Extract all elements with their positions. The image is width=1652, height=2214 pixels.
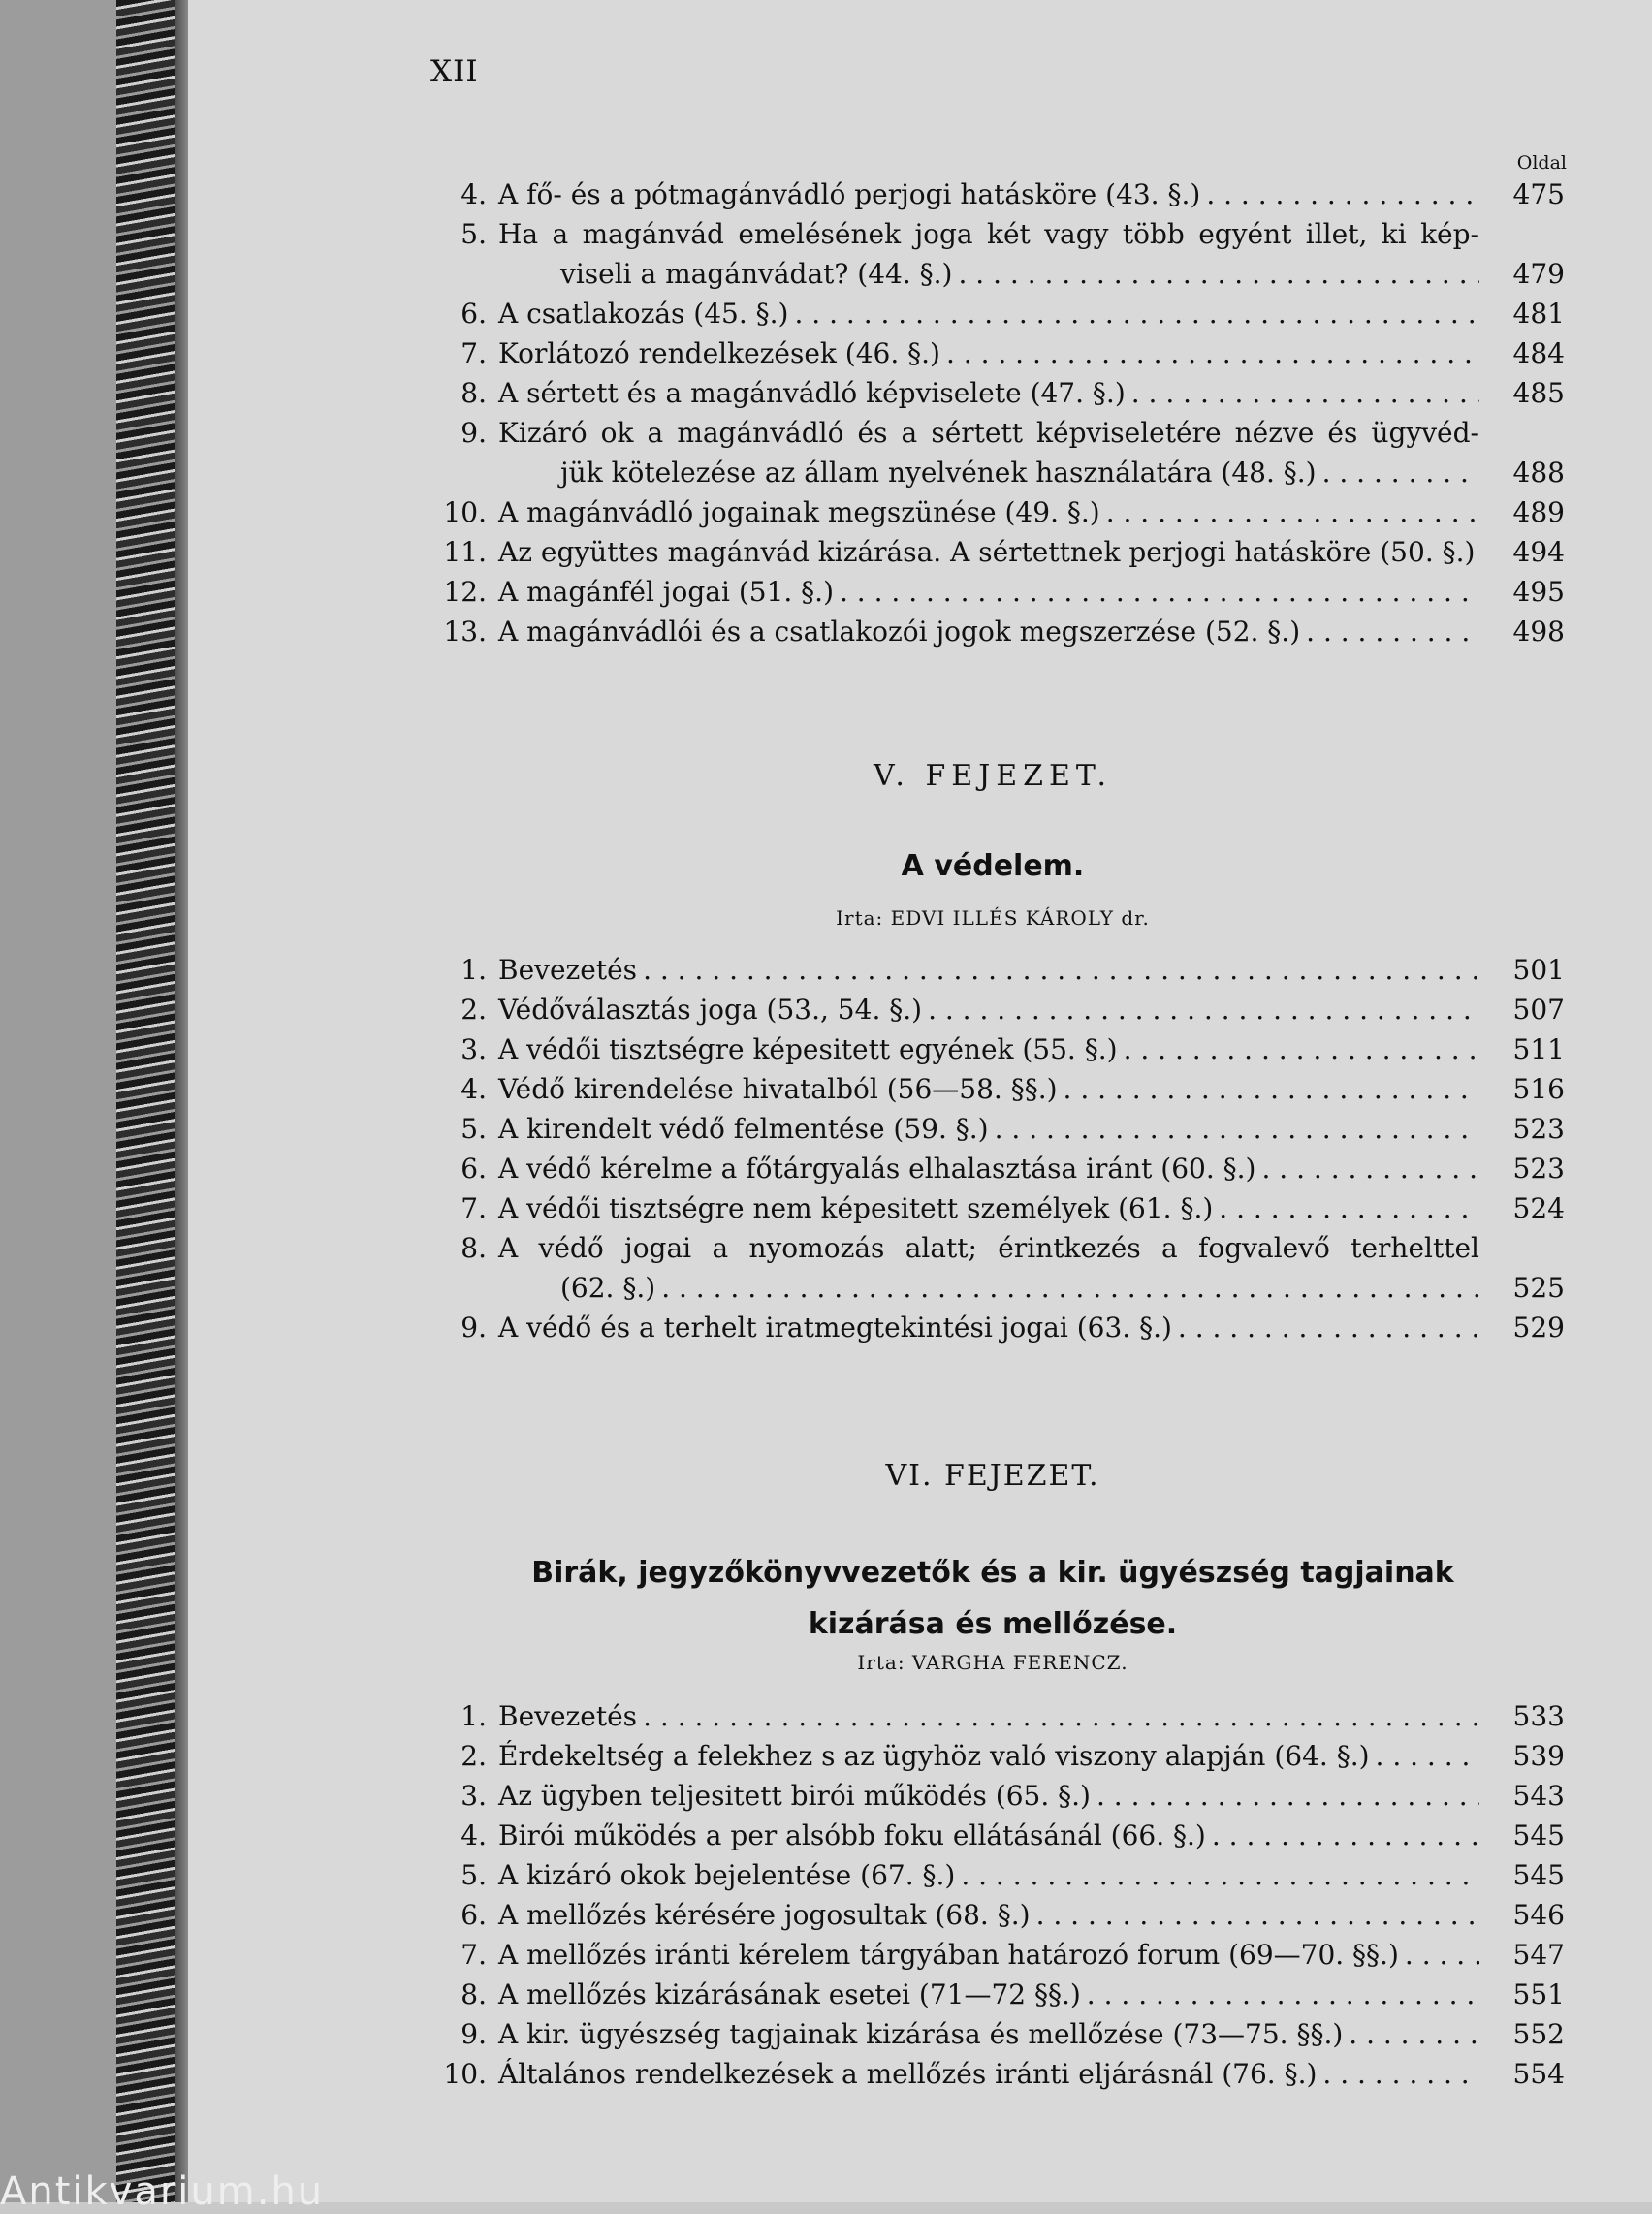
toc-entry-page: 546	[1512, 1899, 1565, 1931]
toc-entry-page: 523	[1512, 1153, 1565, 1185]
toc-entry-title	[498, 1776, 1479, 1816]
toc-entry-page: 551	[1512, 1978, 1565, 2010]
chapter-heading: VI. FEJEZET.	[885, 1459, 1100, 1493]
toc-entry	[421, 1736, 1565, 1776]
dot-leader	[1212, 1816, 1479, 1855]
toc-entry-text: A mellőzés kizárásának esetei (71—72 §§.)	[498, 1978, 1081, 2010]
dot-leader	[1096, 1776, 1479, 1816]
toc-entry-page: 552	[1512, 2018, 1565, 2050]
toc-entry	[421, 1895, 1565, 1935]
dot-leader	[1376, 1736, 1479, 1776]
toc-entry-number: 3.	[461, 1033, 487, 1065]
toc-entry	[421, 532, 1565, 572]
toc-entry-title	[498, 1268, 1479, 1308]
toc-entry	[421, 1975, 1565, 2014]
toc-entry-page: 485	[1512, 377, 1565, 409]
page-column-header: Oldal	[1516, 152, 1567, 174]
toc-entry-page: 524	[1512, 1192, 1565, 1224]
toc-entry-text: Védő kirendelése hivatalból (56—58. §§.)	[498, 1073, 1058, 1105]
toc-entry-number: 5.	[461, 1113, 487, 1145]
chapter-heading: V. FEJEZET.	[873, 759, 1112, 793]
toc-entry	[421, 1696, 1565, 1736]
toc-entry-page: 545	[1512, 1859, 1565, 1891]
chapter-title-line: kizárása és mellőzése.	[808, 1607, 1178, 1641]
toc-entry-title	[498, 612, 1479, 651]
watermark: Antikvarium.hu	[0, 2169, 325, 2214]
toc-entry	[421, 1935, 1565, 1975]
dot-leader	[794, 294, 1479, 333]
toc-entry-title	[498, 2054, 1479, 2094]
chapter-title-line: Birák, jegyzőkönyvvezetők és a kir. ügyészség tagjainak	[531, 1556, 1454, 1590]
toc-entry	[421, 1188, 1565, 1228]
toc-entry-page: 516	[1512, 1073, 1565, 1105]
toc-entry-page: 489	[1512, 496, 1565, 528]
dot-leader	[1405, 1935, 1479, 1975]
toc-entry-text: A kizáró okok bejelentése (67. §.)	[498, 1859, 956, 1891]
toc-entry-number: 1.	[461, 954, 487, 986]
toc-entry-page: 547	[1512, 1939, 1565, 1971]
toc-entry-number: 10.	[443, 496, 487, 528]
toc-entry-number: 8.	[461, 377, 487, 409]
toc-entry-page: 533	[1512, 1700, 1565, 1732]
toc-entry-number: 10.	[443, 2058, 487, 2090]
toc-entry-number: 7.	[461, 1192, 487, 1224]
toc-entry	[421, 1109, 1565, 1149]
toc-entry-page: 475	[1512, 178, 1565, 210]
toc-entry-page: 501	[1512, 954, 1565, 986]
toc-entry-title	[498, 174, 1479, 214]
toc-entry	[421, 2054, 1565, 2094]
toc-entry-number: 9.	[461, 417, 487, 449]
toc-entry-number: 6.	[461, 1153, 487, 1185]
toc-entry-title	[498, 572, 1479, 612]
toc-entry	[421, 1776, 1565, 1816]
toc-entry-title	[498, 1696, 1479, 1736]
chapter-author: Irta: VARGHA FERENCZ.	[857, 1651, 1128, 1674]
dot-leader	[1131, 373, 1479, 413]
toc-entry-number: 8.	[461, 1232, 487, 1264]
toc-entry-page: 539	[1512, 1740, 1565, 1772]
dot-leader	[1178, 1308, 1479, 1347]
dot-leader	[1349, 2014, 1479, 2054]
dot-leader	[1036, 1895, 1479, 1935]
toc-entry-number: 4.	[461, 178, 487, 210]
toc-entry-text: Ha a magánvád emelésének joga két vagy több egyént illet, ki kép-	[498, 218, 1479, 250]
toc-entry	[421, 413, 1565, 492]
dot-leader	[958, 254, 1479, 294]
toc-entry-text: Bevezetés	[498, 954, 638, 986]
toc-list-part1	[421, 174, 1565, 651]
toc-entry	[421, 950, 1565, 990]
toc-entry-number: 4.	[461, 1073, 487, 1105]
toc-entry-text: A csatlakozás (45. §.)	[498, 298, 789, 330]
toc-entry	[421, 1029, 1565, 1069]
toc-entry	[421, 1816, 1565, 1855]
toc-entry-number: 13.	[443, 616, 487, 648]
toc-entry	[421, 2014, 1565, 2054]
toc-entry-text: A védő és a terhelt iratmegtekintési jogai (63. §.)	[498, 1312, 1172, 1344]
dot-leader	[1087, 1975, 1479, 2014]
toc-entry-title	[498, 1188, 1479, 1228]
toc-entry-page: 479	[1512, 258, 1565, 290]
toc-entry-title	[498, 1149, 1479, 1188]
toc-entry-title	[498, 333, 1479, 373]
dot-leader	[1064, 1069, 1479, 1109]
dot-leader	[946, 333, 1479, 373]
toc-entry-page: 545	[1512, 1819, 1565, 1851]
toc-entry-text: Az együttes magánvád kizárása. A sértettnek perjogi hatásköre (50. §.)	[498, 536, 1476, 568]
toc-entry-text: Az ügyben teljesitett birói működés (65. §.)	[498, 1780, 1091, 1812]
toc-entry-page: 488	[1512, 457, 1565, 489]
dot-leader	[1306, 612, 1479, 651]
toc-entry-text: A kir. ügyészség tagjainak kizárása és mellőzése (73—75. §§.)	[498, 2018, 1344, 2050]
dot-leader	[661, 1268, 1479, 1308]
chapter-title	[421, 1547, 1565, 1650]
toc-entry-title	[498, 2014, 1479, 2054]
toc-entry-number: 9.	[461, 2018, 487, 2050]
toc-entry	[421, 214, 1565, 294]
toc-entry-title	[498, 294, 1479, 333]
chapter-title: A védelem.	[901, 849, 1085, 883]
dot-leader	[1219, 1188, 1479, 1228]
dot-leader	[1106, 492, 1479, 532]
toc-entry-number: 6.	[461, 1899, 487, 1931]
toc-entry-text: (62. §.)	[560, 1272, 656, 1304]
toc-entry-page: 554	[1512, 2058, 1565, 2090]
toc-entry-number: 5.	[461, 1859, 487, 1891]
toc-entry-number: 6.	[461, 298, 487, 330]
dot-leader	[1206, 174, 1479, 214]
dot-leader	[928, 990, 1479, 1029]
toc-entry-text: jük kötelezése az állam nyelvének használatára (48. §.)	[560, 457, 1317, 489]
toc-entry-page: 525	[1512, 1272, 1565, 1304]
toc-entry-text: A sértett és a magánvádló képviselete (47. §.)	[498, 377, 1126, 409]
toc-entry-page: 529	[1512, 1312, 1565, 1344]
toc-entry-page: 543	[1512, 1780, 1565, 1812]
dot-leader	[995, 1109, 1479, 1149]
toc-entry-text: A védő kérelme a főtárgyalás elhalasztása iránt (60. §.)	[498, 1153, 1256, 1185]
toc-entry	[421, 990, 1565, 1029]
toc-entry-text: viseli a magánvádat? (44. §.)	[560, 258, 953, 290]
toc-entry-text: A mellőzés kérésére jogosultak (68. §.)	[498, 1899, 1031, 1931]
toc-entry-text: Kizáró ok a magánvádló és a sértett képviseletére nézve és ügyvéd-	[498, 417, 1479, 449]
book-binding-spine	[175, 0, 188, 2202]
page-number: XII	[430, 54, 479, 89]
toc-entry-text: A kirendelt védő felmentése (59. §.)	[498, 1113, 989, 1145]
toc-entry-text: Általános rendelkezések a mellőzés iránti eljárásnál (76. §.)	[498, 2058, 1318, 2090]
toc-entry-page: 481	[1512, 298, 1565, 330]
toc-entry-number: 9.	[461, 1312, 487, 1344]
toc-entry-title	[498, 453, 1479, 492]
dot-leader	[961, 1855, 1479, 1895]
toc-entry-title	[498, 1935, 1479, 1975]
toc-entry-title	[498, 1855, 1479, 1895]
dot-leader	[643, 950, 1479, 990]
toc-entry-text: Érdekeltség a felekhez s az ügyhöz való viszony alapján (64. §.)	[498, 1740, 1370, 1772]
toc-entry-text: A magánvádlói és a csatlakozói jogok megszerzése (52. §.)	[498, 616, 1301, 648]
toc-entry	[421, 612, 1565, 651]
toc-entry-text: A magánfél jogai (51. §.)	[498, 576, 834, 608]
toc-entry	[421, 1149, 1565, 1188]
toc-entry	[421, 1855, 1565, 1895]
toc-entry-text: Korlátozó rendelkezések (46. §.)	[498, 337, 940, 369]
toc-entry	[421, 373, 1565, 413]
dot-leader	[1261, 1149, 1479, 1188]
toc-entry-number: 8.	[461, 1978, 487, 2010]
toc-entry	[421, 294, 1565, 333]
toc-entry-number: 12.	[443, 576, 487, 608]
toc-list-chapter5	[421, 950, 1565, 1347]
toc-entry-number: 2.	[461, 994, 487, 1026]
toc-entry	[421, 572, 1565, 612]
toc-entry-title	[498, 950, 1479, 990]
background-left	[0, 0, 116, 2202]
toc-entry-title	[498, 1029, 1479, 1069]
toc-entry-number: 11.	[443, 536, 487, 568]
toc-entry-text: A magánvádló jogainak megszünése (49. §.)	[498, 496, 1100, 528]
toc-entry-page: 507	[1512, 994, 1565, 1026]
toc-entry-text: Védőválasztás joga (53., 54. §.)	[498, 994, 923, 1026]
toc-entry	[421, 1308, 1565, 1347]
toc-entry-number: 4.	[461, 1819, 487, 1851]
toc-entry-title	[498, 1069, 1479, 1109]
toc-entry-title	[498, 1895, 1479, 1935]
dot-leader	[840, 572, 1479, 612]
toc-entry-title	[498, 1308, 1479, 1347]
toc-entry-text: A fő- és a pótmagánvádló perjogi hatásköre (43. §.)	[498, 178, 1201, 210]
toc-entry-title	[498, 1816, 1479, 1855]
toc-entry-page: 495	[1512, 576, 1565, 608]
toc-entry	[421, 174, 1565, 214]
toc-list-chapter6	[421, 1696, 1565, 2094]
toc-entry-title	[498, 254, 1479, 294]
toc-entry	[421, 1228, 1565, 1308]
toc-entry-page: 498	[1512, 616, 1565, 648]
dot-leader	[1322, 2054, 1479, 2094]
toc-entry-text: Birói működés a per alsóbb foku ellátásánál (66. §.)	[498, 1819, 1206, 1851]
toc-entry-text: A védő jogai a nyomozás alatt; érintkezés a fogvalevő terhelttel	[498, 1232, 1479, 1264]
toc-entry-page: 511	[1512, 1033, 1565, 1065]
toc-entry	[421, 492, 1565, 532]
toc-entry	[421, 1069, 1565, 1109]
toc-entry-number: 5.	[461, 218, 487, 250]
toc-entry-page: 523	[1512, 1113, 1565, 1145]
toc-entry-text: A védői tisztségre képesitett egyének (55. §.)	[498, 1033, 1118, 1065]
toc-entry-title	[498, 1109, 1479, 1149]
toc-entry-text: A védői tisztségre nem képesitett személyek (61. §.)	[498, 1192, 1214, 1224]
toc-entry-text: Bevezetés	[498, 1700, 638, 1732]
toc-entry-number: 1.	[461, 1700, 487, 1732]
dot-leader	[1322, 453, 1479, 492]
book-binding-marbled-edge	[116, 0, 175, 2202]
toc-entry-title	[498, 1975, 1479, 2014]
toc-entry-page: 494	[1512, 536, 1565, 568]
toc-entry-title	[498, 492, 1479, 532]
chapter-author: Irta: EDVI ILLÉS KÁROLY dr.	[836, 906, 1150, 930]
toc-entry-number: 3.	[461, 1780, 487, 1812]
toc-entry-title	[498, 1736, 1479, 1776]
dot-leader	[643, 1696, 1479, 1736]
toc-entry-number: 2.	[461, 1740, 487, 1772]
toc-entry-title	[498, 532, 1479, 572]
toc-entry-title	[498, 990, 1479, 1029]
dot-leader	[1124, 1029, 1479, 1069]
toc-entry-title	[498, 373, 1479, 413]
book-page	[188, 0, 1652, 2202]
toc-entry	[421, 333, 1565, 373]
toc-entry-page: 484	[1512, 337, 1565, 369]
toc-entry-text: A mellőzés iránti kérelem tárgyában határozó forum (69—70. §§.)	[498, 1939, 1399, 1971]
toc-entry-number: 7.	[461, 337, 487, 369]
toc-entry-number: 7.	[461, 1939, 487, 1971]
